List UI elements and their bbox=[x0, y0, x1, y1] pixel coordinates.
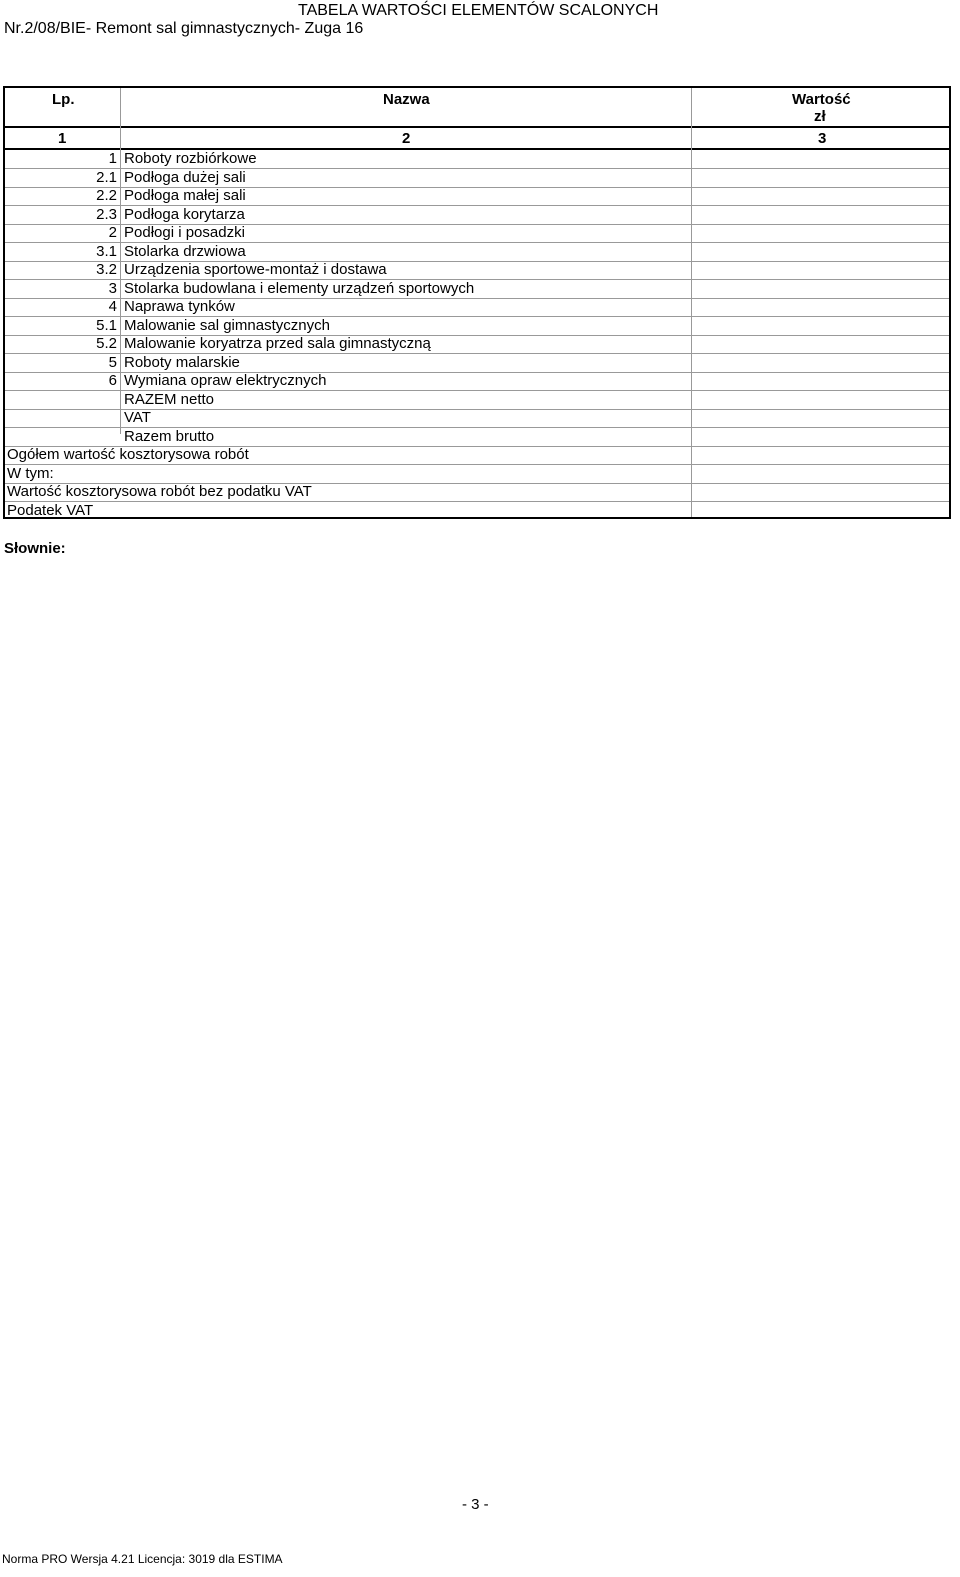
values-table bbox=[3, 86, 951, 519]
column-number-2: 2 bbox=[402, 130, 411, 147]
software-footer: Norma PRO Wersja 4.21 Licencja: 3019 dla ESTIMA bbox=[2, 1552, 283, 1566]
row-lp: 3.1 bbox=[96, 242, 117, 260]
summary-label: W tym: bbox=[7, 464, 54, 482]
row-name: Malowanie sal gimnastycznych bbox=[124, 316, 330, 334]
row-name: Wymiana opraw elektrycznych bbox=[124, 372, 327, 389]
row-name: Stolarka budowlana i elementy urządzeń sportowych bbox=[124, 279, 475, 297]
summary-divider bbox=[5, 501, 949, 502]
row-lp: 2.3 bbox=[96, 205, 117, 223]
row-name: Urządzenia sportowe-montaż i dostawa bbox=[124, 261, 387, 278]
amount-in-words-label: Słownie: bbox=[4, 540, 66, 557]
row-name: Podłoga małej sali bbox=[124, 187, 246, 204]
row-name: VAT bbox=[124, 409, 151, 426]
row-lp: 6 bbox=[108, 372, 117, 389]
row-lp: 5 bbox=[108, 353, 117, 371]
row-lp: 2 bbox=[108, 224, 117, 241]
row-lp: 2.2 bbox=[96, 187, 117, 204]
header-divider bbox=[5, 126, 949, 128]
row-lp: 4 bbox=[108, 298, 117, 315]
row-name: Malowanie koryatrza przed sala gimnastyczną bbox=[124, 335, 431, 352]
document-subtitle: Nr.2/08/BIE- Remont sal gimnastycznych- Zuga 16 bbox=[4, 20, 364, 37]
row-name: RAZEM netto bbox=[124, 390, 215, 408]
column-header-lp: Lp. bbox=[52, 91, 75, 108]
column-header-unit: zł bbox=[814, 108, 826, 125]
column-header-name: Nazwa bbox=[383, 91, 430, 108]
document-title: TABELA WARTOŚCI ELEMENTÓW SCALONYCH bbox=[298, 2, 659, 19]
row-lp: 3.2 bbox=[96, 261, 117, 278]
page-number: - 3 - bbox=[462, 1496, 489, 1513]
row-name: Stolarka drzwiowa bbox=[124, 242, 246, 260]
row-lp: 1 bbox=[108, 150, 117, 167]
row-lp: 3 bbox=[108, 279, 117, 297]
summary-label: Podatek VAT bbox=[7, 501, 94, 519]
column-number-1: 1 bbox=[58, 130, 67, 147]
row-name: Podłoga korytarza bbox=[124, 205, 245, 223]
column-number-3: 3 bbox=[818, 130, 827, 147]
row-lp: 2.1 bbox=[96, 168, 117, 186]
row-name: Roboty rozbiórkowe bbox=[124, 150, 257, 167]
column-header-value: Wartość bbox=[792, 91, 851, 108]
summary-divider bbox=[5, 464, 949, 465]
row-name: Podłogi i posadzki bbox=[124, 224, 245, 241]
row-lp: 5.2 bbox=[96, 335, 117, 352]
row-lp: 5.1 bbox=[96, 316, 117, 334]
row-name: Naprawa tynków bbox=[124, 298, 235, 315]
row-name: Podłoga dużej sali bbox=[124, 168, 246, 186]
summary-label: Ogółem wartość kosztorysowa robót bbox=[7, 446, 249, 463]
row-name: Roboty malarskie bbox=[124, 353, 240, 371]
summary-label: Wartość kosztorysowa robót bez podatku VAT bbox=[7, 483, 312, 500]
row-name: Razem brutto bbox=[124, 427, 215, 445]
column-divider-value bbox=[691, 88, 692, 517]
